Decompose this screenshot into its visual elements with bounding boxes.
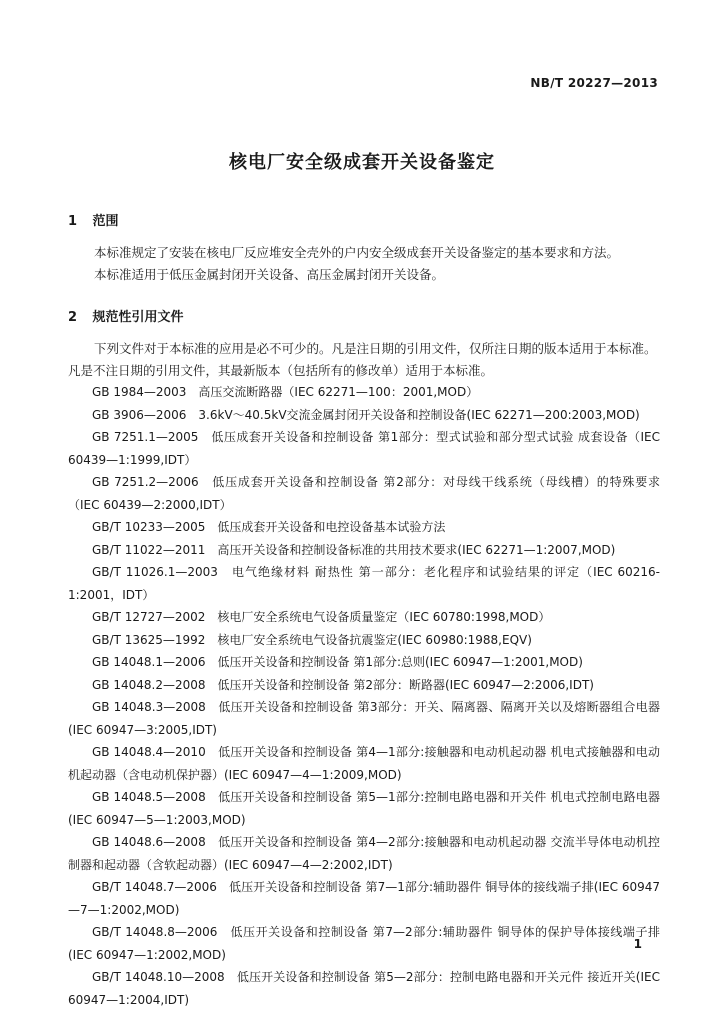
reference-item: GB 14048.5—2008 低压开关设备和控制设备 第5—1部分:控制电路电器和开关件 机电式控制电路电器(IEC 60947—5—1:2003,MOD): [68, 790, 660, 827]
section-number: 2: [68, 310, 78, 325]
reference-item: GB 3906—2006 3.6kV～40.5kV交流金属封闭开关设备和控制设备(IEC 62271—200:2003,MOD): [92, 407, 640, 422]
paragraph: 本标准适用于低压金属封闭开关设备、高压金属封闭开关设备。: [94, 267, 445, 282]
reference-item: GB 14048.6—2008 低压开关设备和控制设备 第4—2部分:接触器和电动机起动器 交流半导体电动机控制器和起动器（含软起动器）(IEC 60947—4—2:2002,IDT): [68, 835, 660, 872]
document-title: 核电厂安全级成套开关设备鉴定: [229, 152, 495, 173]
reference-item: GB 14048.3—2008 低压开关设备和控制设备 第3部分：开关、隔离器、隔离开关以及熔断器组合电器(IEC 60947—3:2005,IDT): [68, 700, 660, 737]
reference-item: GB/T 11022—2011 高压开关设备和控制设备标准的共用技术要求(IEC 62271—1:2007,MOD): [92, 542, 616, 557]
reference-item: GB/T 14048.7—2006 低压开关设备和控制设备 第7—1部分:辅助器件 铜导体的接线端子排(IEC 60947—7—1:2002,MOD): [68, 880, 660, 917]
reference-item: GB/T 12727—2002 核电厂安全系统电气设备质量鉴定（IEC 60780:1998,MOD）: [92, 610, 551, 624]
section-title: 范围: [92, 214, 119, 229]
reference-list: [68, 381, 660, 1011]
page-number: 1: [633, 937, 642, 951]
section-number: 1: [68, 214, 78, 229]
section-1-body: [68, 242, 660, 286]
paragraph: 本标准规定了安装在核电厂反应堆安全壳外的户内安全级成套开关设备鉴定的基本要求和方法。: [94, 245, 620, 260]
section-2-intro: [68, 338, 660, 382]
reference-item: GB 14048.4—2010 低压开关设备和控制设备 第4—1部分:接触器和电动机起动器 机电式接触器和电动机起动器（含电动机保护器）(IEC 60947—4—1:2009,MOD): [68, 745, 660, 782]
reference-item: GB/T 11026.1—2003 电气绝缘材料 耐热性 第一部分：老化程序和试验结果的评定（IEC 60216-1:2001，IDT）: [68, 565, 660, 602]
reference-item: GB/T 14048.8—2006 低压开关设备和控制设备 第7—2部分:辅助器件 铜导体的保护导体接线端子排(IEC 60947—1:2002,MOD): [68, 925, 660, 962]
reference-item: GB 14048.2—2008 低压开关设备和控制设备 第2部分：断路器(IEC 60947—2:2006,IDT): [92, 677, 594, 692]
reference-item: GB 14048.1—2006 低压开关设备和控制设备 第1部分:总则(IEC 60947—1:2001,MOD): [92, 655, 583, 669]
reference-item: GB/T 10233—2005 低压成套开关设备和电控设备基本试验方法: [92, 520, 446, 534]
section-1-heading: [68, 210, 119, 229]
reference-item: GB 1984—2003 高压交流断路器（IEC 62271—100：2001,MOD）: [92, 385, 479, 399]
reference-item: GB 7251.1—2005 低压成套开关设备和控制设备 第1部分：型式试验和部分型式试验 成套设备（IEC 60439—1:1999,IDT）: [68, 430, 660, 467]
section-title: 规范性引用文件: [92, 310, 184, 325]
paragraph: 下列文件对于本标准的应用是必不可少的。凡是注日期的引用文件，仅所注日期的版本适用于本标准。凡是不注日期的引用文件，其最新版本（包括所有的修改单）适用于本标准。: [68, 341, 657, 378]
reference-item: GB 7251.2—2006 低压成套开关设备和控制设备 第2部分：对母线干线系统（母线槽）的特殊要求（IEC 60439—2:2000,IDT）: [68, 475, 660, 512]
section-2-heading: [68, 306, 184, 325]
standard-id: NB/T 20227—2013: [530, 76, 658, 90]
reference-item: GB/T 13625—1992 核电厂安全系统电气设备抗震鉴定(IEC 60980:1988,EQV): [92, 632, 532, 647]
reference-item: GB/T 14048.10—2008 低压开关设备和控制设备 第5—2部分：控制电路电器和开关元件 接近开关(IEC 60947—1:2004,IDT): [68, 970, 660, 1007]
